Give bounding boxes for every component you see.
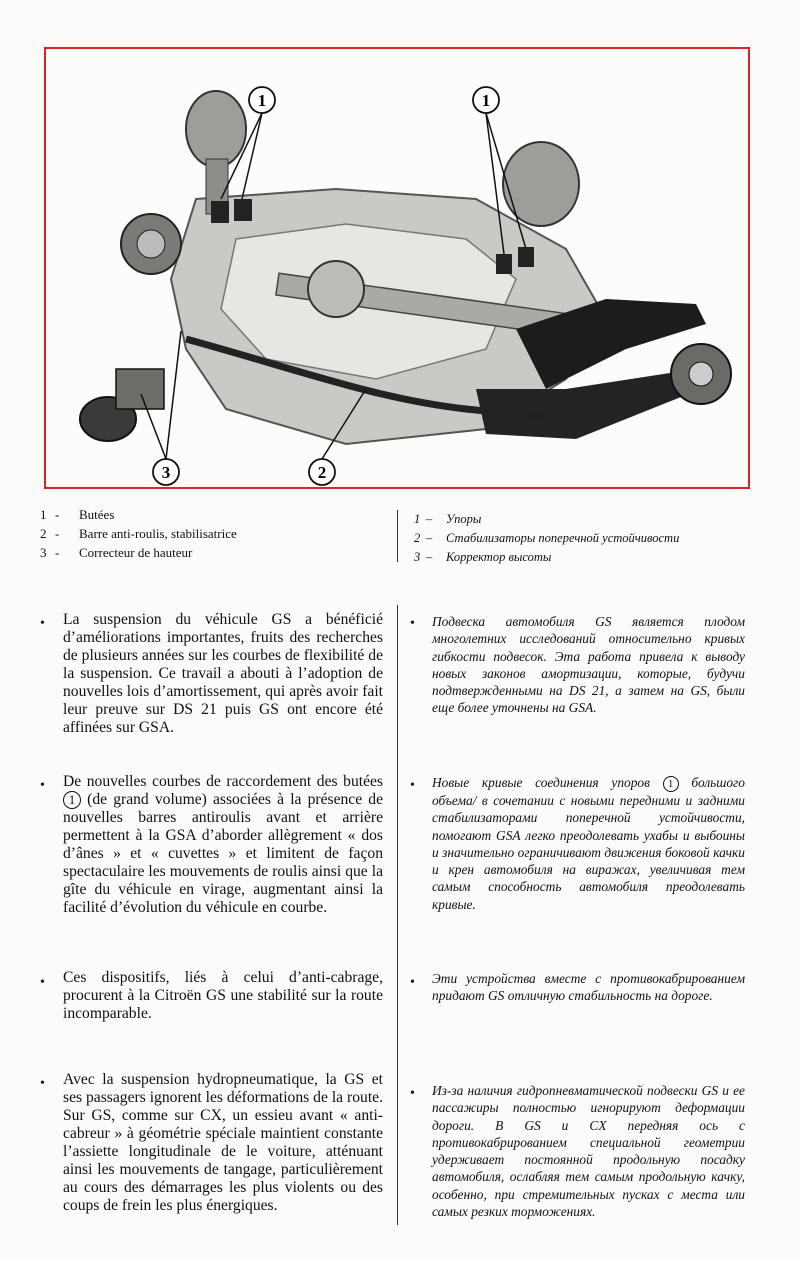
paragraph-ru-4: Из-за наличия гидропневматической подвески GS и ее пассажиры полностью игнорируют деформации дороги. В GS и CX передняя ось с противокабрированием специальной геометрии удерживает постоянной продольную посадку автомобиля, ослабляя тем самым продольную качку, особенно, при стремительных пусках с места или самых резких торможениях. <box>432 1083 745 1220</box>
legend-dash: – <box>426 531 433 545</box>
legend-number: 2 <box>40 526 47 541</box>
right-sphere <box>503 142 579 226</box>
legend-item <box>40 505 237 524</box>
legend-label: Barre anti-roulis, stabilisatrice <box>79 526 237 541</box>
legend-number: 1 <box>40 507 47 522</box>
paragraph-ru-2-rest: большого объема/ в сочетании с новыми передними и задними стабилизаторами поперечной устойчивости, помогают GSA легко преодолевать ухабы и выбоины и значительно ограничивают движения боковой качки и крен автомобиля на виражах, увеличивая тем самым способность автомобиля преодолевать кривые. <box>432 775 745 912</box>
bullet: • <box>40 975 45 990</box>
legend-label: Упоры <box>446 512 482 526</box>
legend-label: Butées <box>79 507 115 522</box>
paragraph-fr-4: Avec la suspension hydropneumatique, la GS et ses passagers ignorent les déformations de la route. Sur GS, comme sur CX, un essieu avant « anti-cabreur » à géométrie spéciale maintient constante l’assiette longitudinale de le voiture, atténuant ainsi les mouvements de tangage, particulièrement au cours des démarrages les plus violents ou des coups de frein les plus énergiques. <box>63 1071 383 1214</box>
bullet: • <box>410 975 415 990</box>
legend-item <box>414 548 679 567</box>
legend-item <box>414 510 679 529</box>
callout-1-right: 1 <box>481 91 491 110</box>
bullet: • <box>410 616 415 631</box>
column-divider <box>397 510 398 562</box>
height-corrector-body <box>116 369 164 409</box>
suspension-illustration-frame <box>44 47 750 489</box>
legend-dash: – <box>426 512 433 526</box>
suspension-illustration <box>46 49 750 489</box>
bump-stop <box>211 201 229 223</box>
callout-3: 3 <box>161 463 171 482</box>
paragraph-fr-2 <box>63 773 383 917</box>
bullet: • <box>410 1086 415 1101</box>
differential <box>308 261 364 317</box>
legend-dash: - <box>55 545 60 560</box>
paragraph-fr-2-rest: (de grand volume) associées à la présence de nouvelles barres antiroulis avant et arrière permettent à la GSA d’aborder allègrement « dos d’ânes » et « cuvettes » et limitent de façon spectaculaire les mouvements de roulis ainsi que la gîte du véhicule en virage, augmentant ainsi la facilité d’évolution du véhicule en courbe. <box>63 791 384 916</box>
legend-item <box>40 524 237 543</box>
bump-stop <box>518 247 534 267</box>
legend-number: 2 <box>414 531 421 545</box>
legend-item <box>414 529 679 548</box>
legend-french <box>40 505 237 562</box>
bullet: • <box>410 778 415 793</box>
legend-number: 3 <box>414 550 421 564</box>
legend-number: 3 <box>40 545 47 560</box>
callout-ref-1: 1 <box>663 776 679 792</box>
bump-stop <box>496 254 512 274</box>
paragraph-fr-1: La suspension du véhicule GS a bénéficié d’améliorations importantes, fruits des recherches de plusieurs années sur les courbes de flexibilité de la suspension. Ce travail a abouti à l’adoption de nouvelles lois d’amortissement, qui après avoir fait leur preuve sur DS 21 puis GS ont encore été affinées sur GSA. <box>63 611 383 736</box>
callout-ref-1: 1 <box>63 791 81 809</box>
paragraph-fr-2-start: De nouvelles courbes de raccordement des butées <box>63 773 383 790</box>
bullet: • <box>40 616 45 631</box>
legend-number: 1 <box>414 512 421 526</box>
legend-dash: - <box>55 507 60 522</box>
legend-label: Корректор высоты <box>446 550 552 564</box>
bump-stop <box>234 199 252 221</box>
legend-dash: - <box>55 526 60 541</box>
paragraph-ru-3: Эти устройства вместе с противокабрированием придают GS отличную стабильность на дороге. <box>432 971 745 1004</box>
paragraph-fr-3: Ces dispositifs, liés à celui d’anti-cabrage, procurent à la Citroën GS une stabilité sur la route incomparable. <box>63 969 383 1022</box>
paragraph-ru-2-start: Новые кривые соединения упоров <box>432 775 650 790</box>
callout-2: 2 <box>317 463 327 482</box>
bullet: • <box>40 1076 45 1091</box>
legend-item <box>40 543 237 562</box>
paragraph-ru-2 <box>432 774 745 913</box>
left-sphere <box>186 91 246 167</box>
bullet: • <box>40 778 45 793</box>
paragraph-ru-1: Подвеска автомобиля GS является плодом многолетних исследований относительно кривых гибкости подвесок. Эта работа привела к выводу новых законов амортизации, которые, будучи подтвержденными на DS 21, а затем на GS, были еще более уточнены на GSA. <box>432 614 745 716</box>
legend-label: Стабилизаторы поперечной устойчивости <box>446 531 680 545</box>
legend-label: Correcteur de hauteur <box>79 545 193 560</box>
legend-dash: – <box>426 550 433 564</box>
callout-1-left: 1 <box>257 91 267 110</box>
legend-russian <box>414 510 679 567</box>
body-column-divider <box>397 605 398 1225</box>
